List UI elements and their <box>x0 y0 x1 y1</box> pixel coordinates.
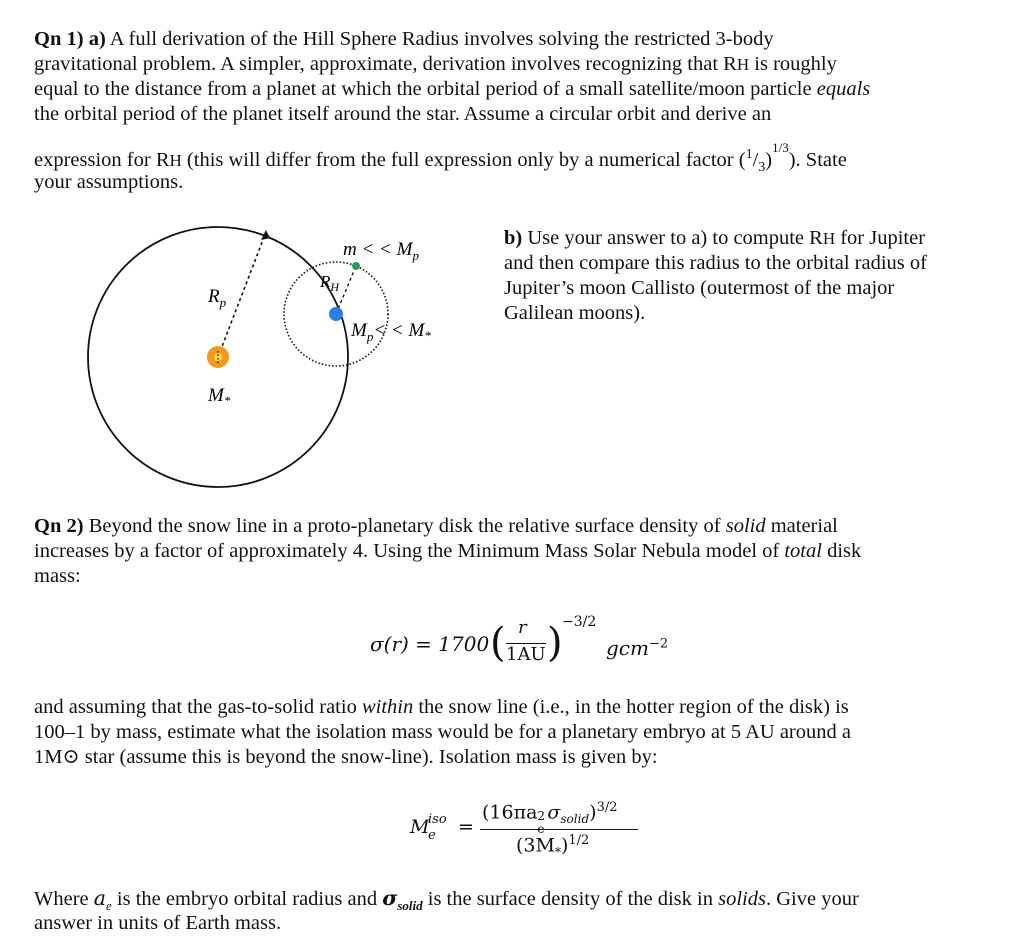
factor-exponent: 1/3 <box>772 140 789 155</box>
rh-subscript: H <box>822 229 836 248</box>
eq2-num-close: ) <box>589 801 597 824</box>
q1-line-6 <box>34 170 183 195</box>
q2-text: and assuming that the gas-to-solid ratio <box>34 696 362 718</box>
eq2-den-a: (3M <box>516 834 555 857</box>
q1b-text: for Jupiter <box>835 227 926 249</box>
star-center <box>214 353 222 361</box>
q2-line-3 <box>34 564 81 589</box>
eq2-lhs-symbol: M <box>410 816 430 838</box>
q2-line-4 <box>34 695 849 720</box>
eq2-num-exp: 3/2 <box>596 800 618 815</box>
eq1-units <box>606 636 668 660</box>
eq1-frac-num: r <box>518 617 527 638</box>
eq2-num-sup: 2 <box>537 809 546 824</box>
q2-line-5 <box>34 720 851 745</box>
q1-text: (this will differ from the full expression only by a numerical factor ( <box>181 148 746 171</box>
q2-text: Where <box>34 888 94 910</box>
q2-line-8 <box>34 911 281 936</box>
q1b-text: Galilean moons). <box>504 302 646 324</box>
eq2-denominator <box>516 833 589 859</box>
q1-text: gravitational problem. A simpler, approximate, derivation involves recognizing that R <box>34 53 737 75</box>
q1-text: your assumptions. <box>34 171 184 193</box>
eq1-units-text: gcm <box>606 636 649 660</box>
q2-text: is the surface density of the disk in <box>422 888 719 910</box>
eq2-num-sub: e <box>537 822 545 837</box>
q2-line-6 <box>34 745 658 770</box>
q2-text: 1M⊙ star (assume this is beyond the snow-line). Isolation mass is given by: <box>34 746 658 768</box>
q1-part-a-label: a) <box>88 28 106 50</box>
eq1-paren-right: ) <box>547 620 563 666</box>
q1b-text: Jupiter’s moon Callisto (outermost of the major <box>504 277 895 299</box>
q1-part-b-label: b) <box>504 227 523 249</box>
q2-text: disk <box>821 540 862 562</box>
q2-text: mass: <box>34 565 81 587</box>
q1b-line-1 <box>504 226 925 251</box>
q1-number: Qn 1) <box>34 28 84 50</box>
factor-denominator: 3 <box>758 159 766 175</box>
hill-sphere-diagram <box>90 220 560 520</box>
q1-line-2 <box>34 52 837 77</box>
planet <box>329 307 343 321</box>
q2-text: the snow line (i.e., in the hotter region of the disk) is <box>413 696 849 718</box>
rh-subscript: H <box>736 55 750 74</box>
q2-text: is the embryo orbital radius and <box>111 888 383 910</box>
q2-emphasis: total <box>784 540 822 562</box>
q1-line-5: expression for RH (this will differ from the full expression only by a numerical factor $(^1/_3)^{1/3}$). State <box>34 140 847 175</box>
eq2-num-sigma-sub: solid <box>560 812 590 827</box>
q2-text: 100–1 by mass, estimate what the isolation mass would be for a planetary embryo at 5 AU around a <box>34 721 851 743</box>
q1-text: A full derivation of the Hill Sphere Radius involves solving the restricted 3-body <box>105 28 774 50</box>
q1-text: is roughly <box>749 53 837 75</box>
ae-symbol: a <box>93 886 106 910</box>
q1-text: equal to the distance from a planet at which the orbital period of a small satellite/moon particle <box>34 78 817 100</box>
q2-text: . Give your <box>765 888 859 910</box>
q1-text: the orbital period of the planet itself around the star. Assume a circular orbit and derive an <box>34 103 772 125</box>
q1b-line-3 <box>504 276 894 301</box>
eq2-numerator <box>482 800 618 837</box>
eq2-lhs-sub: e <box>428 828 436 843</box>
rh-subscript: H <box>169 150 182 170</box>
eq2-frac-bar <box>480 829 638 830</box>
label-rh: $R_H$ <box>320 272 340 294</box>
label-mp-ll-mstar: $M_p< < M_*$ <box>351 320 431 344</box>
q1b-text: and then compare this radius to the orbital radius of <box>504 252 927 274</box>
eq2-lhs <box>410 816 429 838</box>
q1-line-4 <box>34 102 771 127</box>
label-mstar: $M_*$ <box>208 385 231 408</box>
mmsn-equation <box>370 614 710 678</box>
q2-text: increases by a factor of approximately 4. Using the Minimum Mass Solar Nebula model of <box>34 540 785 562</box>
sigma-subscript: solid <box>397 898 423 914</box>
label-rp: $R_p$ <box>208 286 227 310</box>
eq2-num-sigma: σ <box>547 801 561 824</box>
q2-number: Qn 2) <box>34 515 84 537</box>
label-m-ll-mp: m < < $M_p$ <box>343 239 419 263</box>
q2-emphasis: solid <box>725 515 766 537</box>
moon <box>352 262 360 270</box>
factor-numerator: 1 <box>745 147 753 162</box>
ae-subscript: e <box>105 898 112 914</box>
eq2-den-close: ) <box>560 834 569 857</box>
q2-emphasis: within <box>361 696 414 718</box>
eq1-exponent: −3/2 <box>562 614 597 630</box>
isolation-mass-equation <box>410 800 670 862</box>
q1-emphasis: equals <box>816 78 871 100</box>
eq2-num-a: (16πa <box>482 801 538 824</box>
eq1-lhs: σ(r) = 1700 <box>370 632 490 656</box>
q1-line-3 <box>34 77 870 102</box>
eq1-frac-den: 1AU <box>506 644 546 665</box>
eq2-den-sub: * <box>554 845 561 860</box>
eq2-lhs-sup: iso <box>428 812 447 827</box>
q1-line-1 <box>34 27 774 52</box>
q1-text: expression for R <box>34 148 170 171</box>
eq1-units-exponent: −2 <box>648 636 669 652</box>
sigma-symbol: σ <box>382 886 398 910</box>
q2-emphasis: solids <box>718 888 766 910</box>
q1-text: ). State <box>788 148 847 171</box>
q2-text: Beyond the snow line in a proto-planetary disk the relative surface density of <box>83 515 726 537</box>
q2-text: answer in units of Earth mass. <box>34 912 282 934</box>
q1b-text: Use your answer to a) to compute R <box>522 227 823 249</box>
eq1-paren-left: ( <box>490 620 506 666</box>
q1b-line-2 <box>504 251 927 276</box>
q2-line-2 <box>34 539 861 564</box>
eq2-den-exp: 1/2 <box>568 833 590 848</box>
q2-line-1 <box>34 514 838 539</box>
q2-text: material <box>765 515 838 537</box>
eq2-equals: = <box>458 816 474 838</box>
